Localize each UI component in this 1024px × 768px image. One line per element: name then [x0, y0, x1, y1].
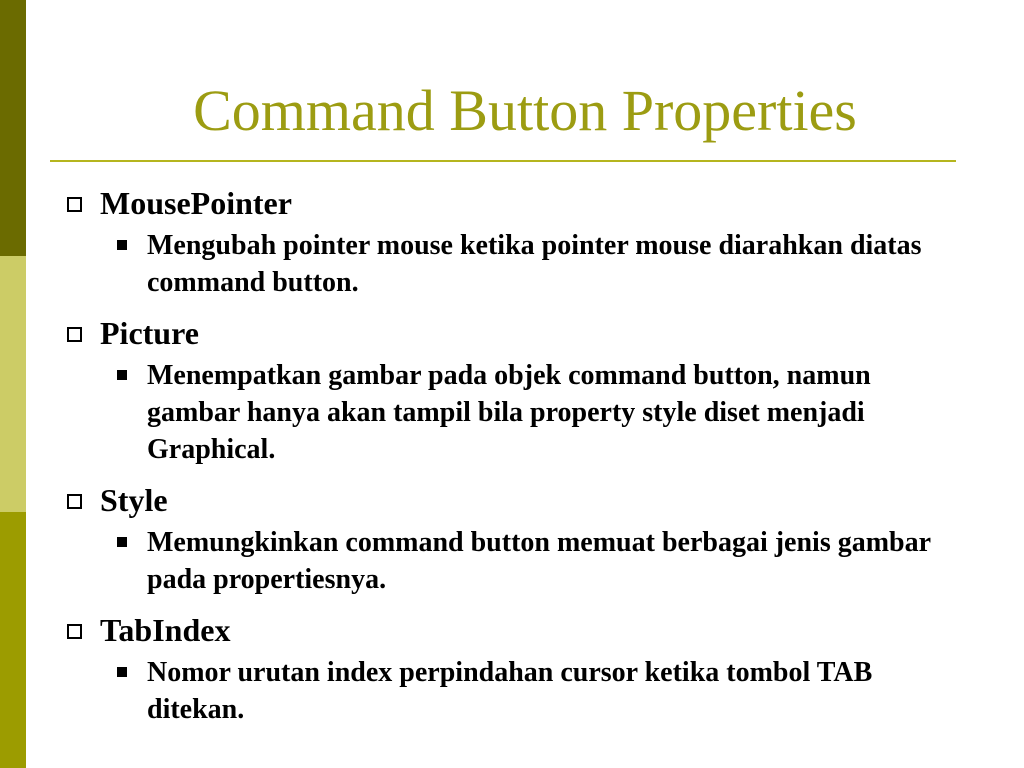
bullet-heading: Style	[100, 482, 168, 518]
title-divider	[50, 160, 956, 162]
sub-bullet-item	[62, 654, 947, 728]
hollow-square-bullet-icon	[67, 494, 82, 509]
sub-bullet-text: Mengubah pointer mouse ketika pointer mouse diarahkan diatas command button.	[147, 230, 922, 298]
sub-bullet-item	[62, 524, 947, 598]
sub-bullet-text: Nomor urutan index perpindahan cursor ketika tombol TAB ditekan.	[147, 657, 873, 725]
bullet-heading: MousePointer	[100, 185, 292, 221]
hollow-square-bullet-icon	[67, 624, 82, 639]
sub-bullet-text: Memungkinkan command button memuat berbagai jenis gambar pada propertiesnya.	[147, 527, 931, 595]
filled-square-bullet-icon	[117, 370, 127, 380]
side-bar-light	[0, 256, 26, 512]
bullet-item-style	[62, 482, 962, 518]
hollow-square-bullet-icon	[67, 197, 82, 212]
hollow-square-bullet-icon	[67, 327, 82, 342]
filled-square-bullet-icon	[117, 537, 127, 547]
bullet-item-picture	[62, 315, 962, 351]
bullet-heading: Picture	[100, 315, 199, 351]
sub-bullet-item	[62, 357, 947, 468]
filled-square-bullet-icon	[117, 240, 127, 250]
side-bar-dark	[0, 0, 26, 256]
sub-bullet-item	[62, 227, 947, 301]
side-bar-mid	[0, 512, 26, 768]
bullet-item-tabindex	[62, 612, 962, 648]
slide-content	[62, 185, 962, 728]
bullet-item-mousepointer	[62, 185, 962, 221]
sub-bullet-text: Menempatkan gambar pada objek command button, namun gambar hanya akan tampil bila property style diset menjadi Graphical.	[147, 360, 871, 465]
filled-square-bullet-icon	[117, 667, 127, 677]
bullet-heading: TabIndex	[100, 612, 231, 648]
slide-title: Command Button Properties	[193, 78, 857, 143]
